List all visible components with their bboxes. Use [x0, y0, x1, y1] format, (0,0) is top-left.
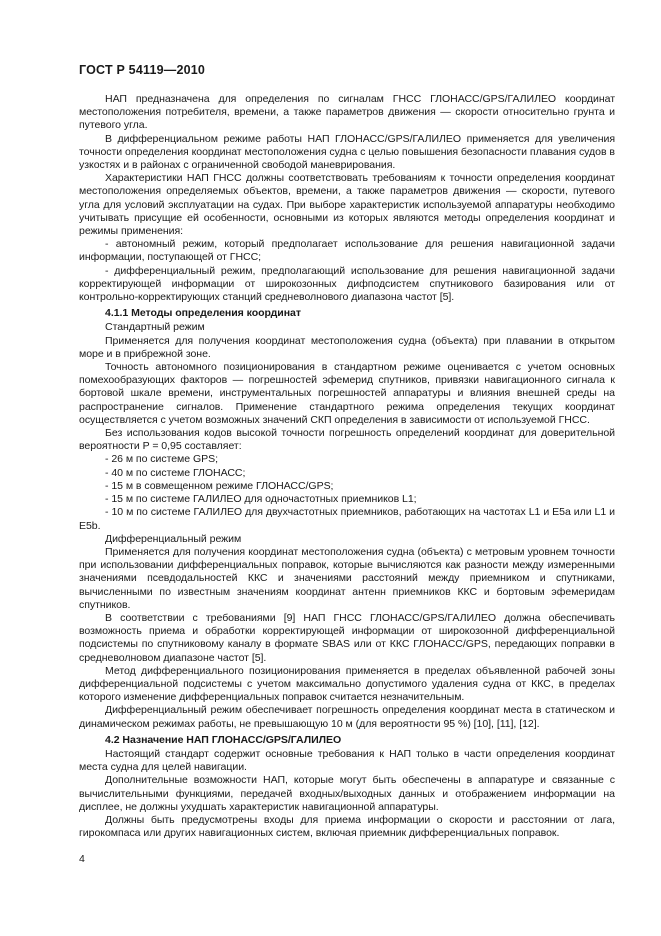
page-number: 4 [79, 853, 85, 865]
document-header: ГОСТ Р 54119—2010 [79, 63, 206, 77]
document-body [79, 93, 615, 840]
paragraph: В дифференциальном режиме работы НАП ГЛОНАСС/GPS/ГАЛИЛЕО применяется для увеличения точности определения координат местоположения судна с целью повышения безопасности плавания судов в узкостях и в районах с ограниченной свободой маневрирования. [79, 132, 615, 172]
paragraph: Настоящий стандарт содержит основные требования к НАП только в части определения координат места судна для целей навигации. [79, 747, 615, 774]
paragraph: Дифференциальный режим обеспечивает погрешность определения координат места в статическом и динамическом режимах работы, не превышающую 10 м (для вероятности 95 %) [10], [11], [12]. [79, 704, 615, 730]
paragraph: Применяется для получения координат местоположения судна (объекта) с метровым уровнем точности при использовании дифференциальных поправок, которые вычисляются как разности между измеренными значениями псевдодальностей ККС и значениями расстояний между приемником и спутниками, вычисленными по известным значениям координат антенн приемников ККС и бортовым эфемеридам спутников. [79, 545, 615, 611]
paragraph: Точность автономного позиционирования в стандартном режиме оценивается с учетом основных помехообразующих факторов — погрешностей эфемерид спутников, привязки навигационного сигнала к бортовой шкале времени, инструментальных погрешностей аппаратуры и влияния внешней среды на распространение сигналов. Применение стандартного режима определения текущих координат осуществляется с учетом возможных значений СКП определения в зависимости от используемой ГНСС. [79, 361, 615, 426]
list-item: - автономный режим, который предполагает использование для решения навигационной задачи информации, поступающей от ГНСС; [79, 238, 615, 264]
list-item: - 40 м по системе ГЛОНАСС; [105, 466, 246, 479]
paragraph: Метод дифференциального позиционирования применяется в пределах объявленной рабочей зоны дифференциальной подсистемы с учетом максимально допустимого удаления судна от ККС, в пределах которого изменение дифференциальных поправок считается незначительным. [79, 664, 615, 704]
list-item: - дифференциальный режим, предполагающий использование для решения навигационной задачи корректирующей информации от широкозонных дифподсистем спутникового базирования или от контрольно-корректирующих станций средневолнового диапазона частот [5]. [79, 264, 615, 304]
subheading-differential-mode: Дифференциальный режим [105, 532, 242, 545]
paragraph: Применяется для получения координат местоположения судна (объекта) при плавании в открытом море и в прибрежной зоне. [79, 334, 615, 360]
list-item: - 15 м в совмещенном режиме ГЛОНАСС/GPS; [105, 479, 334, 492]
paragraph: НАП предназначена для определения по сигналам ГНСС ГЛОНАСС/GPS/ГАЛИЛЕО координат местоположения потребителя, времени, а также параметров движения — скорости относительно грунта и путевого угла. [79, 93, 615, 132]
section-heading-4-1-1: 4.1.1 Методы определения координат [105, 307, 301, 320]
subheading-standard-mode: Стандартный режим [105, 321, 205, 334]
list-item: - 15 м по системе ГАЛИЛЕО для одночастотных приемников L1; [105, 493, 417, 506]
paragraph: Дополнительные возможности НАП, которые могут быть обеспечены в аппаратуре и связанные с вычислительными функциями, передачей входных/выходных данных и отображением информации на дисплее, не должны ухудшать характеристик навигационной аппаратуры. [79, 774, 615, 813]
paragraph: Характеристики НАП ГНСС должны соответствовать требованиям к точности определения координат местоположения определяемых объектов, времени, а также параметров движения — скорости, путевого угла для условий эксплуатации на судах. При выборе характеристик используемой аппаратуры необходимо учитывать присущие ей особенности, основными из которых являются методы определения координат и режимы применения: [79, 172, 615, 238]
section-heading-4-2: 4.2 Назначение НАП ГЛОНАСС/GPS/ГАЛИЛЕО [105, 733, 342, 746]
paragraph: Должны быть предусмотрены входы для приема информации о скорости и расстоянии от лага, гирокомпаса или других навигационных систем, включая приемник дифференциальных поправок. [79, 813, 615, 840]
paragraph: Без использования кодов высокой точности погрешность определений координат для доверительной вероятности P = 0,95 составляет: [79, 427, 615, 453]
paragraph: В соответствии с требованиями [9] НАП ГНСС ГЛОНАСС/GPS/ГАЛИЛЕО должна обеспечивать возможность приема и обработки корректирующей информации от широкозонной дифференциальной подсистемы по спутниковому каналу в формате SBAS или от ККС ГЛОНАСС/GPS, передающих поправки в средневолновом диапазоне частот [5]. [79, 611, 615, 664]
list-item: - 26 м по системе GPS; [105, 453, 218, 466]
list-item: - 10 м по системе ГАЛИЛЕО для двухчастотных приемников, работающих на частотах L1 и E5a или L1 и E5b. [79, 506, 615, 532]
